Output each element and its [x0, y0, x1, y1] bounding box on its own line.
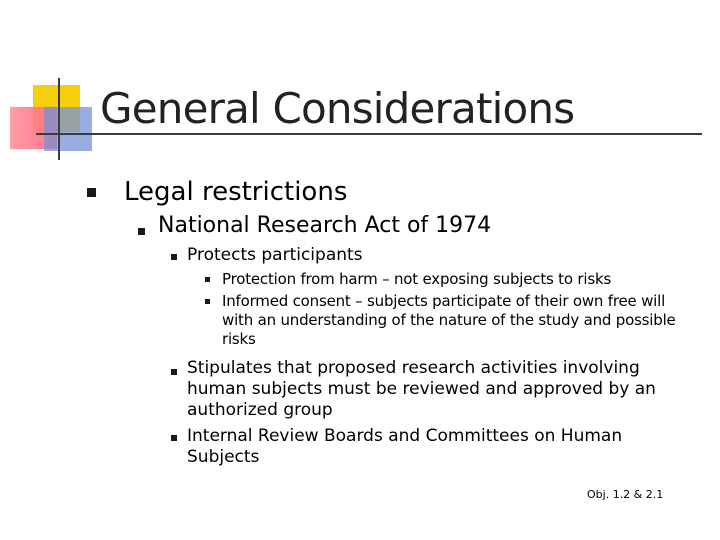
bullet-informed-consent: Informed consent – subjects participate of their own free will with an understanding of the nature of the study and possible risks — [222, 292, 676, 348]
slide-title: General Considerations — [100, 84, 575, 133]
bullet-protects-participants: Protects participants — [187, 245, 363, 265]
bullet-square-icon — [205, 299, 210, 304]
decorative-vertical-line — [58, 78, 60, 160]
decorative-blue-square — [44, 107, 92, 151]
objective-footnote: Obj. 1.2 & 2.1 — [587, 488, 664, 501]
bullet-square-icon — [205, 277, 210, 282]
bullet-square-icon — [87, 188, 96, 197]
bullet-stipulates-review: Stipulates that proposed research activities involving human subjects must be reviewed and approved by an authorized group — [187, 358, 656, 420]
bullet-national-research-act: National Research Act of 1974 — [158, 213, 492, 238]
bullet-square-icon — [138, 228, 145, 235]
bullet-protection-from-harm: Protection from harm – not exposing subjects to risks — [222, 270, 612, 288]
bullet-square-icon — [171, 254, 177, 260]
bullet-legal-restrictions: Legal restrictions — [124, 177, 348, 207]
bullet-square-icon — [171, 435, 177, 441]
title-underline — [36, 133, 702, 135]
bullet-square-icon — [171, 369, 177, 375]
bullet-internal-review-boards: Internal Review Boards and Committees on Human Subjects — [187, 426, 623, 467]
